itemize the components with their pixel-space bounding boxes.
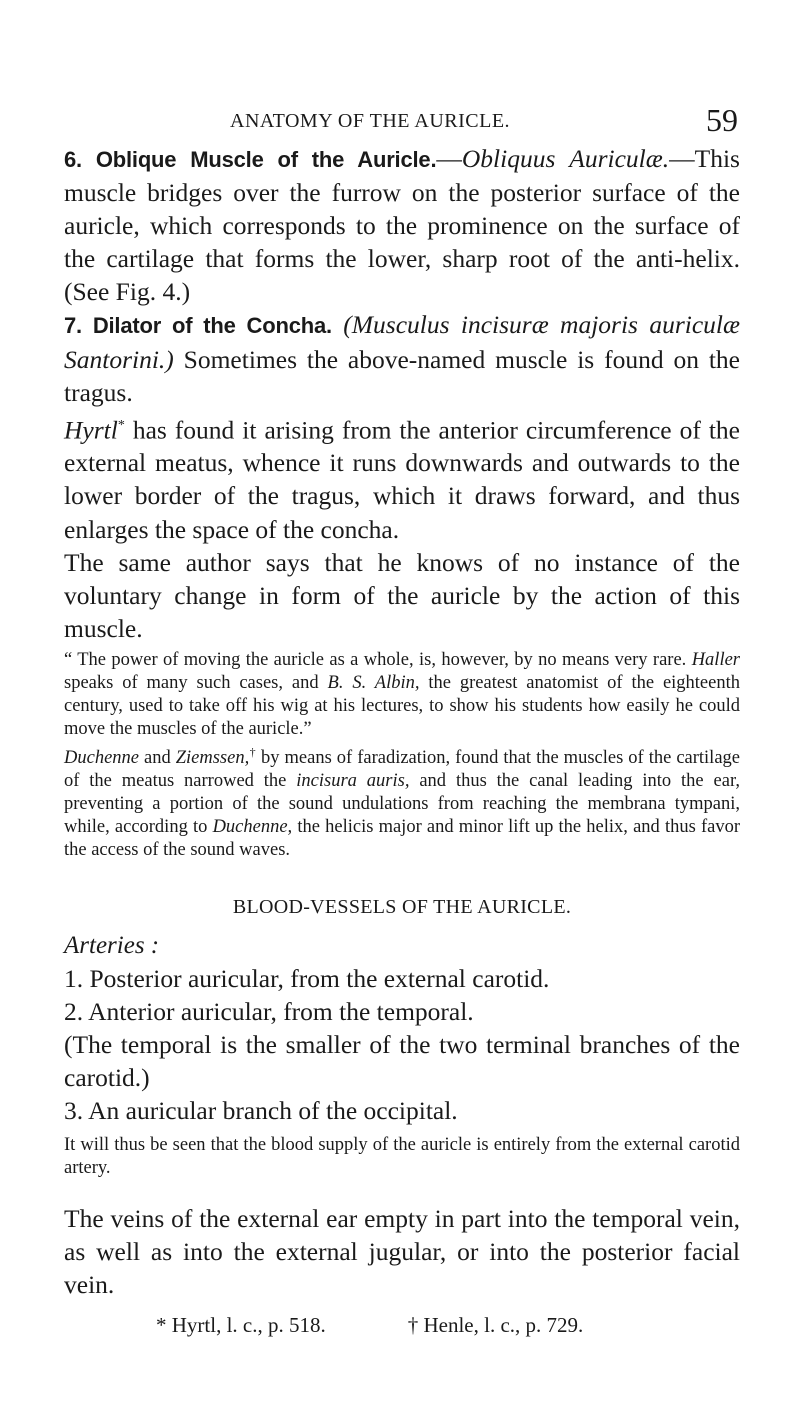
artery-item-2: 2. Anterior auricular, from the temporal. bbox=[64, 997, 474, 1027]
author-haller: Haller bbox=[691, 649, 740, 670]
section-heading-oblique-muscle: 6. Oblique Muscle of the Auricle. bbox=[64, 147, 437, 172]
paragraph-text: and thus the canal leading into the ear, preventing a portion of the sound undulations from reaching the membrana tympani, while, according to bbox=[64, 771, 740, 838]
paragraph-oblique-muscle bbox=[64, 142, 740, 308]
quote-text: speaks of many such cases, and bbox=[64, 672, 328, 693]
veins-paragraph: The veins of the external ear empty in part into the temporal vein, as well as into the external jugular, or into the posterior facial vein. bbox=[64, 1203, 740, 1299]
quote-paragraph bbox=[64, 649, 740, 741]
quote-text: “ The power of moving the auricle as a whole, is, however, by no means very rare. bbox=[64, 649, 692, 670]
paragraph-text: Sometimes the above-named muscle is found on the tragus. bbox=[64, 344, 740, 407]
latin-name-obliquus: Obliquus Auriculæ. bbox=[461, 144, 670, 173]
paragraph-text: has found it arising from the anterior circumference of the external meatus, whence it runs downwards and outwards to the lower border of the tragus, which it draws forward, and thus enlarges the space of the concha. bbox=[64, 415, 740, 544]
page-body bbox=[64, 142, 740, 1339]
blood-supply-note: It will thus be seen that the blood supply of the auricle is entirely from the external carotid artery. bbox=[64, 1134, 740, 1178]
author-ziemssen: Ziemssen, bbox=[175, 748, 250, 769]
footnote-henle: † Henle, l. c., p. 729. bbox=[407, 1312, 584, 1337]
footnote-mark: * bbox=[117, 417, 125, 433]
author-albin: B. S. Albin, bbox=[327, 672, 420, 693]
footnote-hyrtl: * Hyrtl, l. c., p. 518. bbox=[156, 1312, 326, 1337]
author-hyrtl: Hyrtl bbox=[64, 415, 118, 445]
term-incisura-auris: incisura auris, bbox=[296, 771, 410, 792]
author-duchenne: Duchenne, bbox=[212, 817, 293, 838]
paragraph-text: —This muscle bridges over the furrow on the posterior surface of the auricle, which corresponds to the prominence on the surface of the cartilage that forms the lower, sharp root of the anti-helix. (See Fig. 4.) bbox=[64, 144, 740, 307]
page-number: 59 bbox=[706, 102, 738, 138]
paragraph-dilator-concha bbox=[64, 308, 740, 408]
footnotes bbox=[64, 1311, 740, 1339]
dash: — bbox=[436, 144, 462, 173]
author-duchenne: Duchenne bbox=[64, 748, 139, 769]
footnote-mark: † bbox=[249, 744, 256, 759]
paragraph-text: by means of faradization, found that the muscles of the cartilage of the meatus narrowed the bbox=[64, 748, 740, 792]
paragraph-same-author bbox=[64, 546, 740, 645]
latin-name-incisurae: (Musculus incisuræ majoris auriculæ Santorini.) bbox=[64, 310, 741, 374]
paragraph-hyrtl bbox=[64, 409, 740, 546]
artery-item-3: 3. An auricular branch of the occipital. bbox=[64, 1096, 458, 1126]
running-head bbox=[64, 100, 740, 140]
conjunction: and bbox=[139, 748, 176, 769]
running-title: ANATOMY OF THE AURICLE. bbox=[230, 110, 511, 132]
faradization-paragraph bbox=[64, 741, 740, 862]
quote-text: the greatest anatomist of the eighteenth century, used to take off his wig at his lectures, to show his students how easily he could move the muscles of the auricle.” bbox=[64, 672, 740, 739]
paragraph-text: the helicis major and minor lift up the helix, and thus favor the access of the sound waves. bbox=[64, 817, 741, 861]
artery-item-1: 1. Posterior auricular, from the external carotid. bbox=[64, 964, 550, 994]
paragraph-text: The same author says that he knows of no instance of the voluntary change in form of the auricle by the action of this muscle. bbox=[64, 547, 740, 643]
artery-item-note: (The temporal is the smaller of the two terminal branches of the carotid.) bbox=[64, 1030, 740, 1093]
section-heading-dilator: 7. Dilator of the Concha. bbox=[64, 313, 332, 339]
arteries-label: Arteries : bbox=[64, 932, 160, 960]
section-title-blood-vessels: BLOOD-VESSELS OF THE AURICLE. bbox=[232, 896, 572, 919]
